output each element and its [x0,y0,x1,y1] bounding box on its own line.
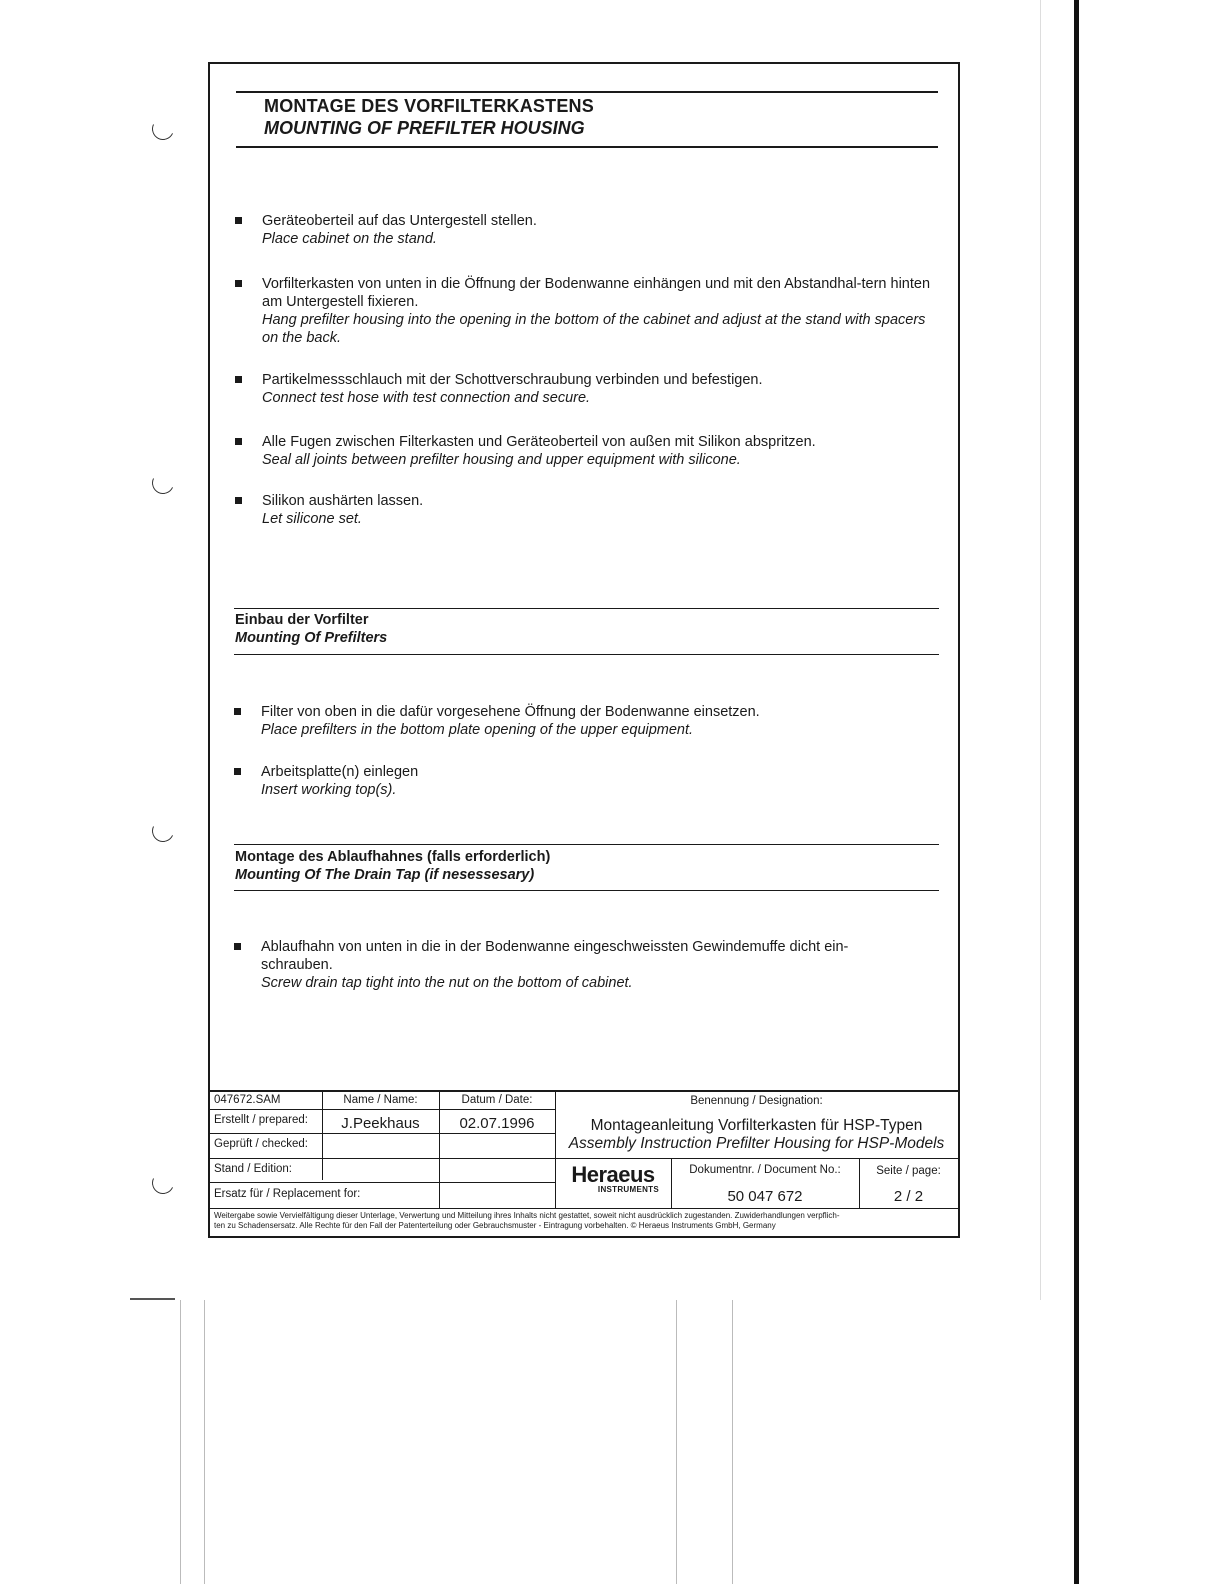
docno-label: Dokumentnr. / Document No.: [689,1164,841,1176]
header-rule-top [236,91,938,93]
item-text-en: Place cabinet on the stand. [262,231,437,247]
bullet-square [235,376,242,383]
scan-artifact [130,1298,175,1300]
date-label: Datum / Date: [461,1094,533,1106]
table-line [210,1182,555,1183]
item-text-en: Insert working top(s). [261,782,397,798]
prepared-label: Erstellt / prepared: [214,1114,308,1126]
list-item [261,763,931,799]
bullet-square [234,708,241,715]
item-text-en: Hang prefilter housing into the opening in the bottom of the cabinet and adjust at the stand with spacers on the back. [262,312,926,346]
legal-line-2: ten zu Schadensersatz. Alle Rechte für den Fall der Patenterteilung oder Gebrauchsmuster - Eintragung vorbehalten. © Heraeus Instruments GmbH, Germany [214,1221,776,1230]
name-label: Name / Name: [343,1094,418,1106]
item-text-en: Seal all joints between prefilter housing and upper equipment with silicone. [262,452,741,468]
item-text-de: Ablaufhahn von unten in die in der Bodenwanne eingeschweissten Gewindemuffe dicht ein-schrauben. [261,939,849,973]
section-rule [234,608,939,609]
edition-label: Stand / Edition: [214,1163,292,1175]
table-line [210,1109,555,1110]
heraeus-logo [555,1162,671,1197]
replacement-label: Ersatz für / Replacement for: [214,1188,361,1200]
item-text-de: Silikon aushärten lassen. [262,493,424,509]
bullet-square [234,768,241,775]
docno-value: 50 047 672 [727,1188,803,1205]
page-title-de: MONTAGE DES VORFILTERKASTENS [264,96,594,116]
list-item [262,275,932,347]
list-item [262,212,932,248]
item-text-de: Geräteoberteil auf das Untergestell stellen. [262,213,537,229]
item-text-de: Vorfilterkasten von unten in die Öffnung der Bodenwanne einhängen und mit den Abstandhal-tern hinten am Untergestell fixieren. [262,276,931,310]
item-text-de: Filter von oben in die dafür vorgesehene Öffnung der Bodenwanne einsetzen. [261,704,760,720]
scan-artifact [732,1300,733,1584]
scan-artifact [1040,0,1041,1300]
page-title-en: MOUNTING OF PREFILTER HOUSING [264,118,585,138]
item-text-de: Partikelmessschlauch mit der Schottverschraubung verbinden und befestigen. [262,372,763,388]
list-item [262,492,932,528]
section-heading-en: Mounting Of Prefilters [235,630,388,646]
scan-artifact [180,1300,181,1584]
bullet-square [235,438,242,445]
header-rule-bottom [236,146,938,148]
list-item [262,433,932,469]
table-line [210,1158,958,1159]
file-name: 047672.SAM [214,1094,281,1106]
section-rule [234,890,939,891]
section-heading-en: Mounting Of The Drain Tap (if nesessesary) [235,867,535,883]
section-heading-de: Montage des Ablaufhahnes (falls erforderlich) [235,849,551,865]
page-label: Seite / page: [876,1165,941,1177]
punch-hole-4 [149,1169,177,1197]
page-value: 2 / 2 [893,1188,924,1205]
bullet-square [235,497,242,504]
item-text-en: Screw drain tap tight into the nut on the bottom of cabinet. [261,975,633,991]
list-item [261,938,931,992]
item-text-de: Arbeitsplatte(n) einlegen [261,764,419,780]
punch-hole-2 [149,469,177,497]
bullet-square [234,943,241,950]
item-text-en: Place prefilters in the bottom plate opening of the upper equipment. [261,722,694,738]
list-item [262,371,932,407]
legal-line-1: Weitergabe sowie Vervielfältigung dieser Unterlage, Verwertung und Mitteilung ihres Inhalts nicht gestattet, soweit nicht ausdrücklich zugestanden. Zuwiderhandlungen verpflich- [214,1211,840,1220]
title-block [208,1090,960,1238]
section-heading-de: Einbau der Vorfilter [235,612,369,628]
scan-artifact [676,1300,677,1584]
designation-en: Assembly Instruction Prefilter Housing for HSP-Models [568,1135,945,1152]
prepared-date: 02.07.1996 [459,1115,535,1132]
logo-wordmark: Heraeus [571,1162,655,1187]
designation-de: Montageanleitung Vorfilterkasten für HSP-Typen [590,1117,923,1134]
designation-label: Benennung / Designation: [690,1095,823,1107]
checked-label: Geprüft / checked: [214,1138,308,1150]
legal-notice [210,1209,958,1233]
punch-hole-1 [149,115,177,143]
bullet-square [235,280,242,287]
item-text-en: Connect test hose with test connection and secure. [262,390,591,406]
item-text-en: Let silicone set. [262,511,362,527]
punch-hole-3 [149,817,177,845]
section-rule [234,654,939,655]
scan-artifact [204,1300,205,1584]
scan-edge-bar [1074,0,1079,1584]
section-rule [234,844,939,845]
logo-subtitle: INSTRUMENTS [597,1185,659,1194]
prepared-name: J.Peekhaus [341,1115,420,1132]
item-text-de: Alle Fugen zwischen Filterkasten und Geräteoberteil von außen mit Silikon abspritzen. [262,434,816,450]
list-item [261,703,931,739]
bullet-square [235,217,242,224]
